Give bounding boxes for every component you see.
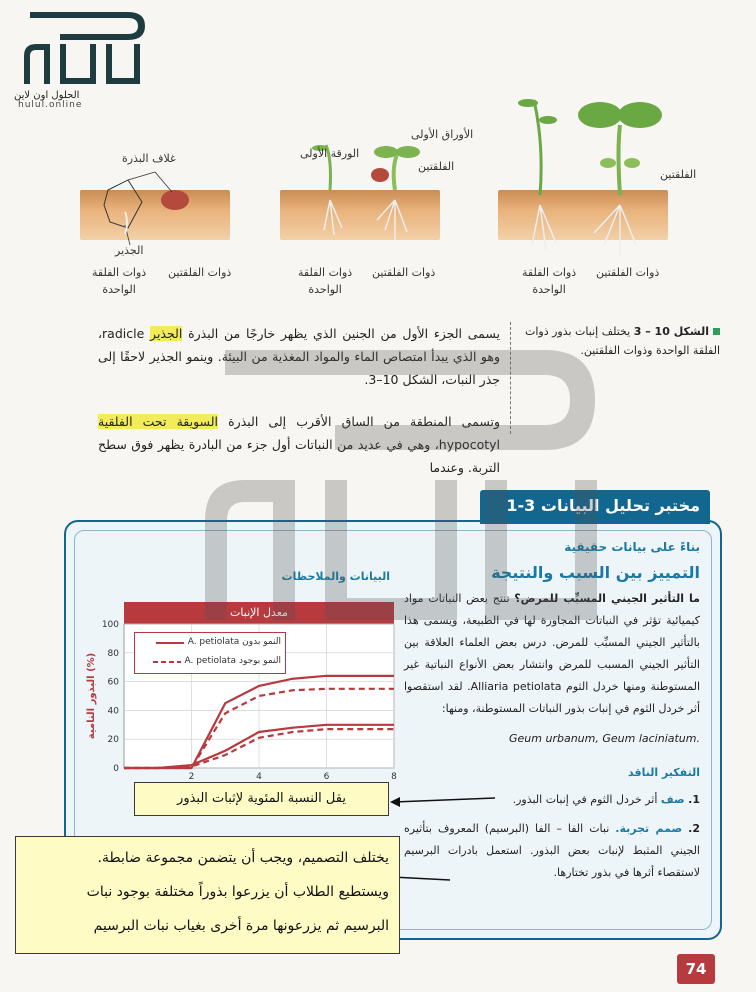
label-cotyledons-3: الفلقتين — [660, 168, 697, 181]
y-tick-label: 80 — [107, 648, 119, 659]
caption-number: الشكل 10 – 3 — [633, 325, 709, 338]
y-tick-label: 40 — [107, 706, 119, 717]
lab-title: التمييز بين السبب والنتيجة — [491, 563, 700, 582]
label-dicot-2: ذوات الفلقتين — [372, 266, 436, 279]
paragraph-hypocotyl: وتسمى المنطقة من الساق الأقرب إلى البذرة السويقة تحت الفلقية hypocotyl، وهي في عديد من النباتات أول جزء من البادرة يظهر فوق سطح التربة. وعندما — [98, 414, 500, 475]
term-radicle: الجذير — [150, 326, 183, 341]
label-seed-coat: غلاف البذرة — [122, 152, 176, 165]
term-hypocotyl: السويقة تحت الفلقية — [98, 414, 218, 429]
legend-entry: النمو بدون A. petiolata — [135, 633, 285, 652]
label-monocot-2: ذوات الفلقة الواحدة — [298, 266, 353, 296]
data-observations-heading: البيانات والملاحظات — [281, 570, 390, 583]
question-2: 2. صمم تجربة. نبات الفا – الفا (البرسيم) المعروف بتأثيره الجيني المثبط لإنبات بعض البذور. استعمل بادرات البرسيم لاستقصاء أثرها في بذور تختارها. — [404, 822, 701, 879]
callout2-line1: يختلف التصميم، ويجب أن يتضمن مجموعة ضابطة. — [97, 850, 389, 866]
label-monocot-1: ذوات الفلقة الواحدة — [92, 266, 147, 296]
caption-text: يختلف إنبات بذور ذوات الفلقة الواحدة وذوات الفلقتين. — [524, 325, 720, 357]
young-plant-illustration — [500, 85, 670, 260]
callout2-line2: ويستطيع الطلاب أن يزرعوا بذوراً مختلفة بوجود نبات — [86, 884, 389, 900]
label-cotyledons-2: الفلقتين — [418, 160, 455, 173]
y-tick-label: 0 — [113, 764, 119, 774]
callout2-line3: البرسيم ثم يزرعونها مرة أخرى بغياب نبات البرسيم — [93, 918, 389, 934]
y-tick-label: 20 — [107, 735, 119, 746]
lab-species: Geum urbanum, Geum laciniatum. — [509, 732, 700, 745]
y-tick-label: 100 — [101, 620, 119, 630]
logo-subtitle-en: hulul.online — [18, 100, 83, 110]
lab-header: مختبر تحليل البيانات 3-1 — [480, 490, 710, 524]
question-1: 1. صف أثر خردل الثوم في إنبات البذور. — [512, 793, 700, 806]
x-tick-label: 8 — [391, 772, 397, 782]
q1-number: 1. — [688, 793, 700, 806]
label-dicot-3: ذوات الفلقتين — [596, 266, 660, 279]
seed-illustration — [80, 150, 240, 260]
lab-subheader: بناءً على بيانات حقيقية — [564, 540, 700, 554]
lab-intro-question: ما التأثير الجيني المسبِّب للمرض؟ — [514, 592, 700, 605]
paragraph-radicle: يسمى الجزء الأول من الجنين الذي يظهر خارجًا من البذرة الجذير radicle، وهو الذي يبدأ امتصاص الماء والمواد المغذية من البيئة. وينمو الجذير لاحقًا إلى جذر النبات، الشكل 10–3. — [98, 326, 500, 387]
x-tick-label: 4 — [256, 772, 262, 782]
page-number: 74 — [677, 954, 715, 984]
logo-subtitle-ar: الحلول اون لاين — [14, 90, 80, 101]
lab-intro: ما التأثير الجيني المسبِّب للمرض؟ تنتج بعض النباتات مواد كيميائية تؤثر في النباتات المجاورة لها في الطبيعة، ويسمى هذا بالتأثير الجيني المسبِّب للمرض. درس بعض العلماء العلاقة بين التأثير الجيني المسبب للمرض وانتشار بعض الأنواع النباتية غير المستوطنة ومنها خردل الثوم Alliaria petiolata. لقد استقصوا أثر خردل الثوم في إنبات بذور النباتات المستوطنة، ومنها: — [404, 592, 701, 715]
legend-swatch — [153, 658, 181, 666]
chart-title: معدل الإنبات — [124, 602, 394, 624]
figure-caption — [520, 322, 720, 360]
critical-thinking-heading: التفكير الناقد — [628, 766, 700, 779]
q2-verb: صمم تجربة. — [615, 822, 683, 835]
q2-number: 2. — [688, 822, 701, 835]
y-axis-label: البذور النامية (%) — [86, 652, 97, 740]
answer-callout-2 — [15, 836, 400, 954]
legend-entry: النمو بوجود A. petiolata — [135, 652, 285, 671]
label-dicot-1: ذوات الفلقتين — [168, 266, 232, 279]
x-tick-label: 2 — [188, 772, 195, 782]
q1-verb: صف — [660, 793, 685, 806]
chart-legend — [134, 632, 286, 674]
y-tick-label: 60 — [107, 677, 119, 688]
hulul-logo — [10, 4, 150, 104]
x-tick-label: 6 — [323, 772, 330, 782]
caption-marker — [713, 328, 720, 335]
label-first-leaf: الورقة الأولى — [300, 147, 360, 160]
legend-swatch — [156, 639, 184, 647]
answer-callout-1: يقل النسبة المئوية لإثبات البذور — [134, 782, 389, 816]
label-first-leaves: الأوراق الأولى — [411, 128, 474, 141]
label-monocot-3: ذوات الفلقة الواحدة — [522, 266, 577, 296]
caption-divider — [510, 322, 512, 434]
label-radicle: الجذير — [115, 244, 144, 257]
